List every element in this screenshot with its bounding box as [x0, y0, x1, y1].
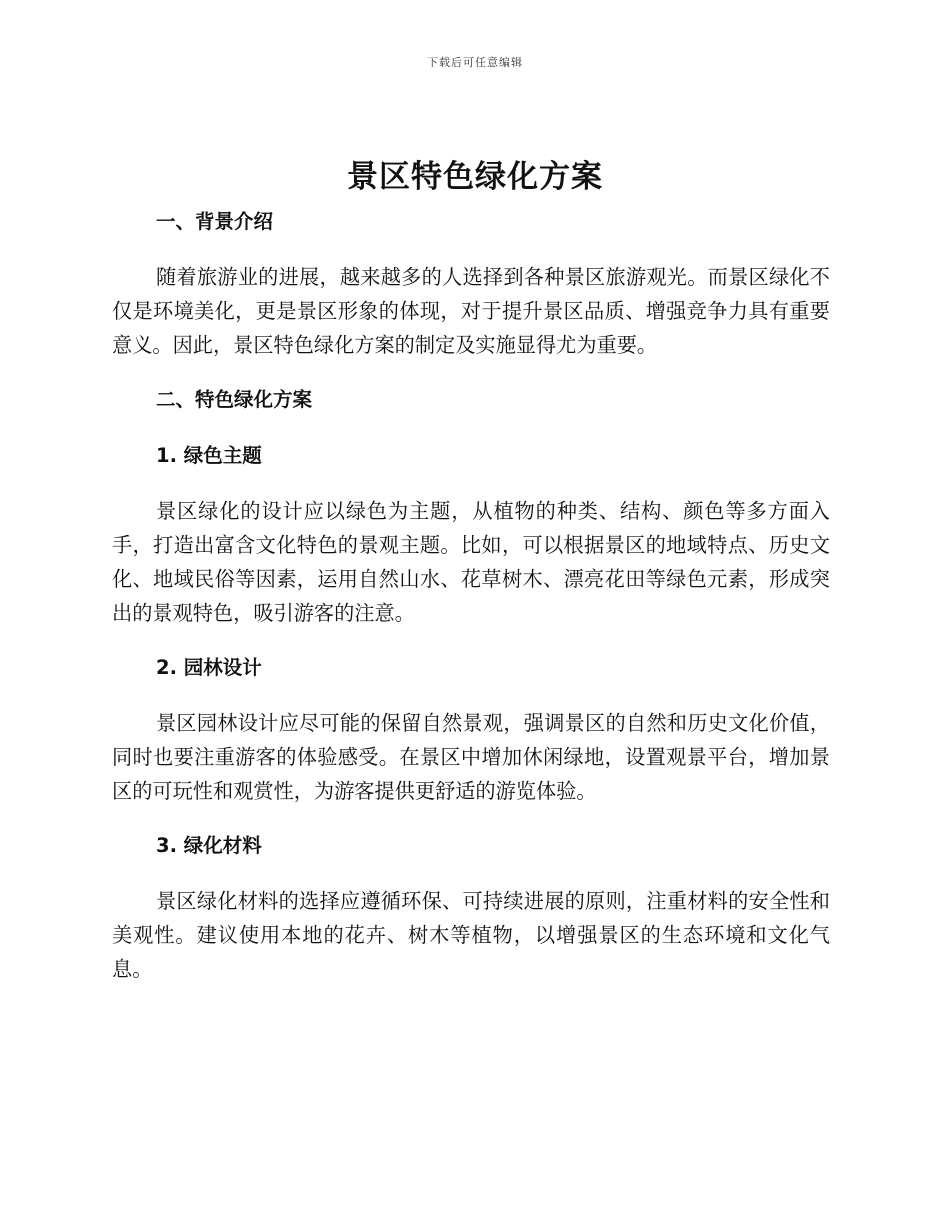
section-heading-background: 一、背景介绍 — [156, 210, 274, 233]
subsection-heading-green-theme: 1. 绿色主题 — [156, 444, 262, 467]
paragraph-green-theme: 景区绿化的设计应以绿色为主题，从植物的种类、结构、颜色等多方面入手，打造出富含文化特色的景观主题。比如，可以根据景区的地域特点、历史文化、地域民俗等因素，运用自然山水、花草树木、漂亮花田等绿色元素，形成突出的景观特色，吸引游客的注意。 — [112, 499, 830, 625]
subsection-heading-garden-design: 2. 园林设计 — [156, 656, 262, 679]
subsection-heading-materials: 3. 绿化材料 — [156, 834, 262, 857]
paragraph-garden-design: 景区园林设计应尽可能的保留自然景观，强调景区的自然和历史文化价值，同时也要注重游客的体验感受。在景区中增加休闲绿地，设置观景平台，增加景区的可玩性和观赏性，为游客提供更舒适的游览体验。 — [112, 711, 830, 803]
document-body — [112, 206, 830, 986]
section-heading-plan: 二、特色绿化方案 — [156, 388, 313, 411]
document-title: 景区特色绿化方案 — [347, 159, 603, 195]
paragraph-materials: 景区绿化材料的选择应遵循环保、可持续进展的原则，注重材料的安全性和美观性。建议使用本地的花卉、树木等植物，以增强景区的生态环境和文化气息。 — [112, 889, 830, 981]
paragraph-background: 随着旅游业的进展，越来越多的人选择到各种景区旅游观光。而景区绿化不仅是环境美化，更是景区形象的体现，对于提升景区品质、增强竞争力具有重要意义。因此，景区特色绿化方案的制定及实施显得尤为重要。 — [112, 265, 830, 357]
header-note: 下载后可任意编辑 — [427, 56, 523, 69]
